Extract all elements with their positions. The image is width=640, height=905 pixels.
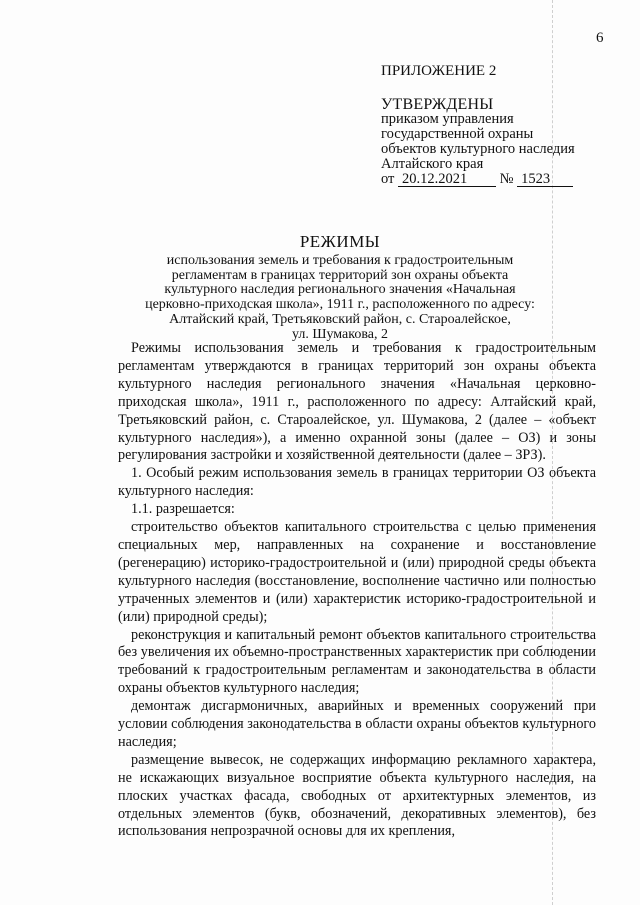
document-subtitle-line: церковно-приходская школа», 1911 г., расположенного по адресу: bbox=[145, 297, 535, 313]
document-subtitle-line: использования земель и требования к градостроительным bbox=[166, 253, 514, 268]
body-paragraph: демонтаж дисгармоничных, аварийных и временных сооружений при условии соблюдения законодательства в области охраны объектов культурного наследия; bbox=[118, 698, 596, 750]
body-paragraph: 1. Особый режим использования земель в границах территории ОЗ объекта культурного наследия: bbox=[118, 465, 596, 500]
body-paragraph: строительство объектов капитального строительства с целью применения специальных мер, направленных на сохранение и восстановление (регенерацию) историко-градостроительной и (или) природной среды объекта культурного наследия (восстановление, восполнение частично или полностью утраченных элементов и (или) характеристик историко-градостроительной и (или) природной среды); bbox=[118, 519, 596, 625]
order-date: 20.12.2021 bbox=[398, 172, 496, 187]
body-paragraph: 1.1. разрешается: bbox=[131, 501, 235, 518]
document-title-block bbox=[110, 232, 570, 342]
approval-block bbox=[381, 64, 575, 187]
page-number: 6 bbox=[596, 30, 604, 46]
document-subtitle-line: регламентам в границах территорий зон охраны объекта bbox=[171, 267, 509, 283]
order-line bbox=[381, 172, 575, 187]
approval-line: приказом управления bbox=[381, 111, 514, 127]
document-title: РЕЖИМЫ bbox=[299, 232, 381, 251]
order-number-label: № bbox=[499, 171, 514, 187]
document-body bbox=[118, 340, 596, 841]
body-paragraph: Режимы использования земель и требования к градостроительным регламентам утверждаются в границах территорий зон охраны объекта культурного наследия регионального значения «Начальная церковно-приходская школа», 1911 г., расположенного по адресу: Алтайский край, Третьяковский район, с. Староалейское, ул. Шумакова, 2 (далее – «объект культурного наследия»), а именно охранной зоны (далее – ОЗ) и зоны регулирования застройки и хозяйственной деятельности (далее – ЗРЗ). bbox=[118, 340, 596, 464]
approval-line: объектов культурного наследия bbox=[381, 141, 575, 157]
approved-heading: УТВЕРЖДЕНЫ bbox=[381, 96, 494, 113]
appendix-label: ПРИЛОЖЕНИЕ 2 bbox=[381, 63, 497, 79]
approval-line: государственной охраны bbox=[381, 126, 534, 142]
document-subtitle-line: культурного наследия регионального значения «Начальная bbox=[164, 282, 516, 298]
approval-line: Алтайского края bbox=[381, 156, 484, 172]
document-subtitle-line: Алтайский край, Третьяковский район, с. Староалейское, bbox=[169, 311, 511, 327]
body-paragraph: реконструкция и капитальный ремонт объектов капитального строительства без увеличения их объемно-пространственных характеристик при соблюдении требований к градостроительным регламентам и законодательства в области охраны объектов культурного наследия; bbox=[118, 626, 596, 697]
order-prefix: от bbox=[381, 171, 395, 187]
order-number: 1523 bbox=[517, 172, 573, 187]
document-subtitle-line: ул. Шумакова, 2 bbox=[291, 326, 389, 342]
body-paragraph: размещение вывесок, не содержащих информацию рекламного характера, не искажающих визуальное восприятие объекта культурного наследия, на плоских участках фасада, свободных от архитектурных элементов, из отдельных элементов (букв, обозначений, декоративных элементов), без использования непрозрачной основы для их крепления, bbox=[118, 751, 596, 840]
